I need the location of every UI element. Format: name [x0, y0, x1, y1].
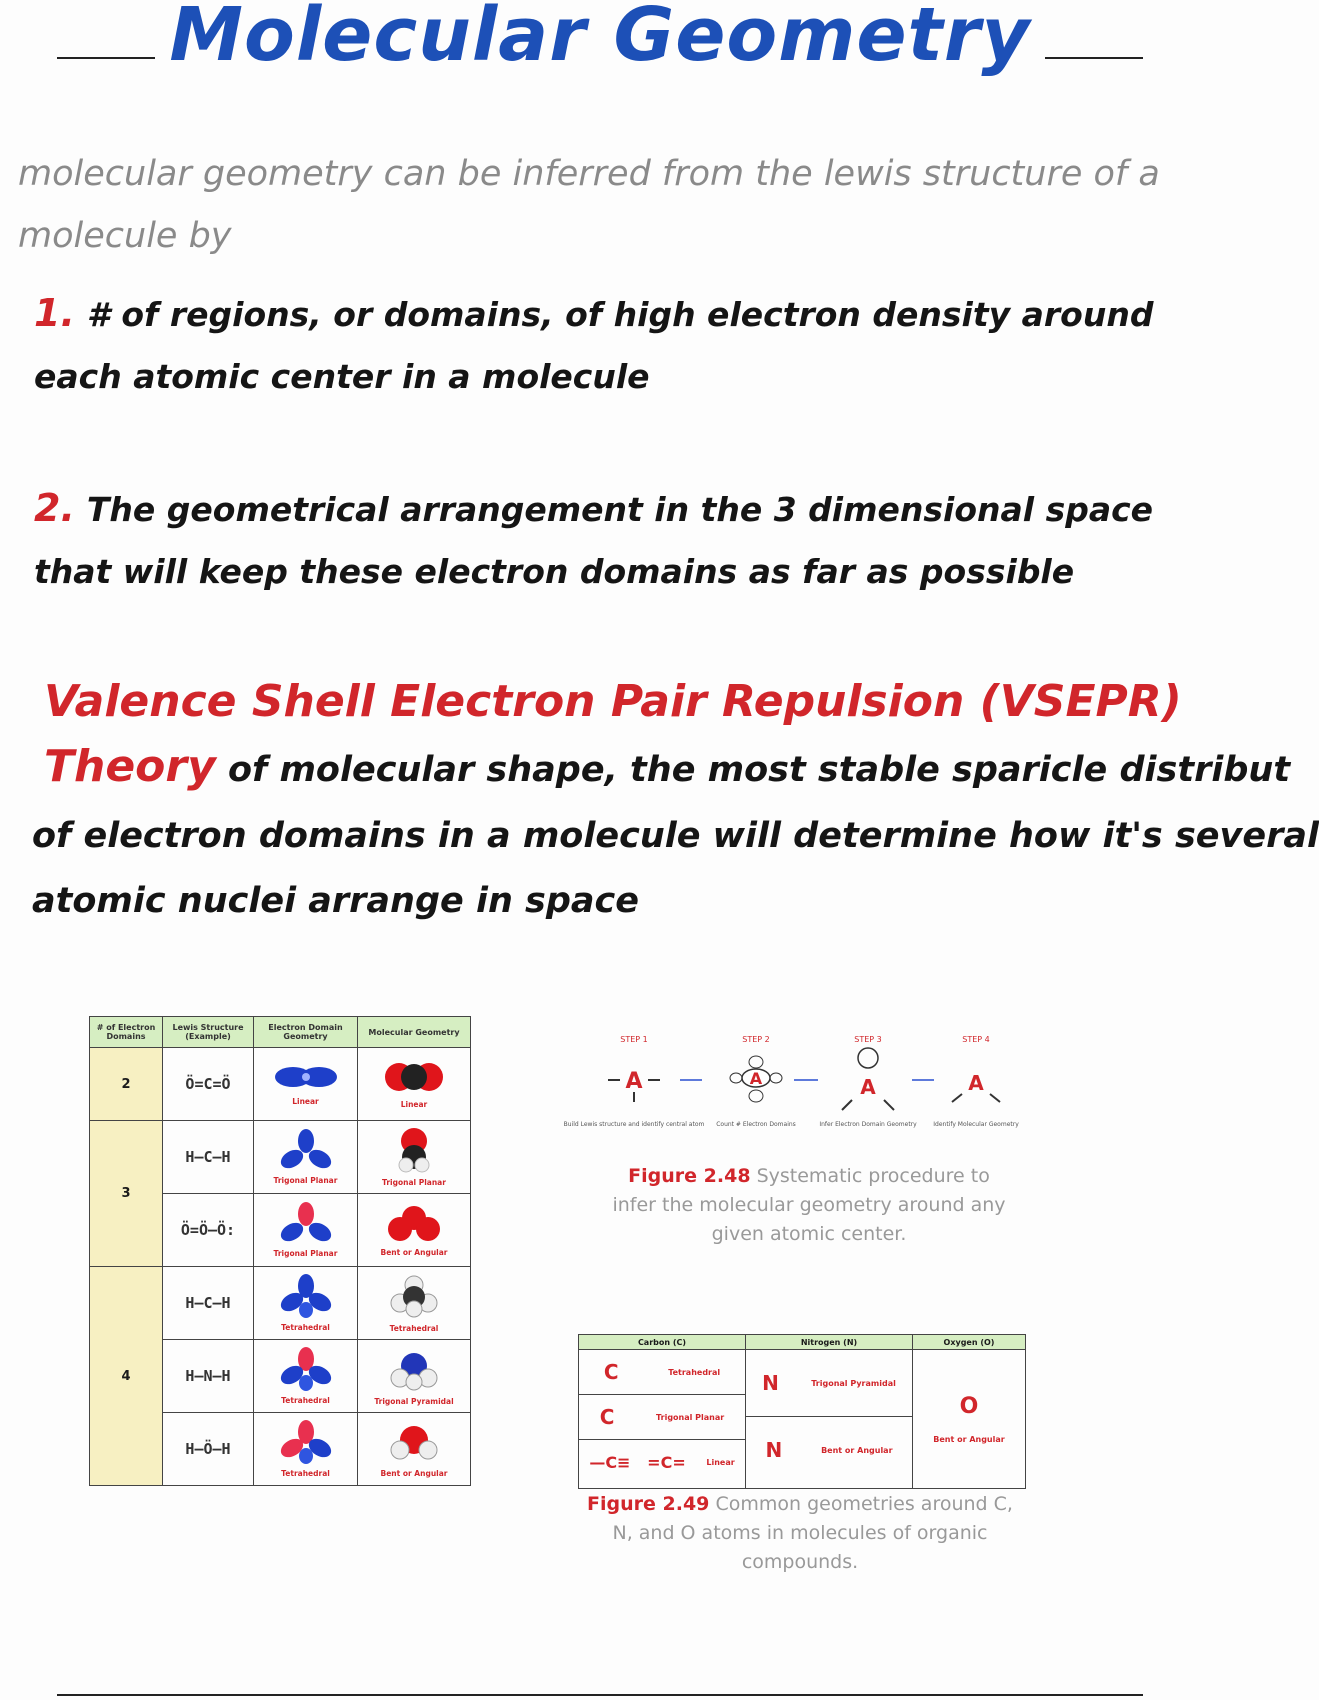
- ammonia-model-icon: [384, 1346, 444, 1392]
- figure-2-49-table: [578, 1334, 1026, 1489]
- nitrogen-symbol: N: [762, 1371, 779, 1395]
- page-title: Molecular Geometry: [0, 0, 1200, 78]
- carbon-geometry: Trigonal Planar: [656, 1412, 725, 1422]
- svg-text:A: A: [749, 1069, 763, 1088]
- domain-count: 4: [90, 1267, 163, 1486]
- point-1-number: 1.: [34, 291, 75, 335]
- carbon-row: [579, 1395, 745, 1440]
- vsepr-heading-line2: Theory: [44, 741, 216, 792]
- vsepr-line3: of electron domains in a molecule will determine how it's several: [32, 816, 1319, 856]
- step-label: STEP 4: [962, 1035, 990, 1044]
- point-2: [34, 477, 1194, 603]
- table-header: Carbon (C): [579, 1335, 746, 1350]
- figure-2-48-text: Systematic procedure to infer the molecular geometry around any given atomic center.: [612, 1165, 1006, 1245]
- svg-text:A: A: [968, 1071, 984, 1095]
- mg-label: Bent or Angular: [380, 1469, 448, 1478]
- point-1: [34, 282, 1194, 408]
- point-2-text: The geometrical arrangement in the 3 dimensional space that will keep these electron domains as far as possible: [34, 490, 1154, 591]
- step-text: Infer Electron Domain Geometry: [819, 1121, 917, 1128]
- methane-model-icon: [384, 1273, 444, 1319]
- step-label: STEP 3: [854, 1035, 882, 1044]
- edg-cell: [254, 1267, 358, 1340]
- figure-2-48-caption: [594, 1152, 1024, 1249]
- intro-text: molecular geometry can be inferred from the lewis structure of a molecule by: [18, 154, 1160, 256]
- mg-label: Linear: [400, 1100, 428, 1109]
- lewis-structure: H—N—H: [185, 1367, 231, 1385]
- edg-label: Tetrahedral: [281, 1323, 330, 1332]
- table-row: [90, 1267, 471, 1340]
- tetrahedral-two-lone-pair-orbital-icon: [276, 1420, 336, 1464]
- mg-cell: [358, 1340, 471, 1413]
- mg-label: Trigonal Planar: [382, 1178, 446, 1187]
- nitrogen-row: [746, 1417, 912, 1483]
- vsepr-line2: [44, 735, 1291, 802]
- edg-cell: [254, 1413, 358, 1486]
- domain-count: 3: [90, 1121, 163, 1267]
- co2-model-icon: [379, 1059, 449, 1095]
- edg-cell: [254, 1194, 358, 1267]
- table-header: Molecular Geometry: [358, 1017, 471, 1048]
- water-model-icon: [384, 1420, 444, 1464]
- edg-cell: [254, 1121, 358, 1194]
- vsepr-line2-text: of molecular shape, the most stable sparicle distribut: [227, 750, 1291, 790]
- lewis-structure: H—Ö—H: [185, 1440, 231, 1458]
- nitrogen-row: [746, 1350, 912, 1417]
- edg-label: Tetrahedral: [281, 1469, 330, 1478]
- domain-count: 2: [90, 1048, 163, 1121]
- trigonal-lone-pair-orbital-icon: [276, 1202, 336, 1244]
- oxygen-cell: [913, 1350, 1026, 1489]
- carbon-symbol: C: [603, 1360, 619, 1384]
- formaldehyde-model-icon: [384, 1127, 444, 1173]
- nitrogen-geometry: Trigonal Pyramidal: [811, 1378, 896, 1388]
- figure-2-49-caption: [580, 1490, 1020, 1577]
- lewis-structure: H—C—H: [185, 1294, 231, 1312]
- nitrogen-symbol: N: [765, 1438, 783, 1462]
- lewis-structure: Ö=Ö—Ö:: [180, 1221, 236, 1239]
- point-1-text: # of regions, or domains, of high electron density around each atomic center in a molecule: [34, 295, 1154, 396]
- nitrogen-geometry: Bent or Angular: [821, 1445, 893, 1455]
- step-text: Count # Electron Domains: [716, 1121, 796, 1128]
- carbon-symbol: —C≡ =C=: [589, 1452, 686, 1472]
- table-header: Lewis Structure (Example): [163, 1017, 254, 1048]
- svg-text:A: A: [860, 1075, 876, 1099]
- linear-orbital-icon: [271, 1062, 341, 1092]
- edg-label: Trigonal Planar: [273, 1249, 338, 1258]
- carbon-row: [579, 1440, 745, 1484]
- mg-cell: [358, 1121, 471, 1194]
- table-header: Oxygen (O): [913, 1335, 1026, 1350]
- bottom-rule: [57, 1694, 1143, 1696]
- oxygen-symbol: O: [959, 1394, 979, 1419]
- vsepr-line4: atomic nuclei arrange in space: [32, 881, 640, 921]
- ozone-model-icon: [384, 1203, 444, 1243]
- tetrahedral-orbital-icon: [276, 1274, 336, 1318]
- table-header: Electron Domain Geometry: [254, 1017, 358, 1048]
- point-2-number: 2.: [34, 486, 75, 530]
- vsepr-heading-line1: Valence Shell Electron Pair Repulsion (VSEPR): [44, 676, 1182, 727]
- table-row: [90, 1121, 471, 1194]
- figure-2-49-label: Figure 2.49: [587, 1493, 710, 1515]
- table-header: # of Electron Domains: [90, 1017, 163, 1048]
- carbon-cell: [579, 1350, 746, 1489]
- vsepr-heading: [44, 670, 1204, 737]
- carbon-geometry: Tetrahedral: [668, 1367, 721, 1377]
- edg-label: Linear: [292, 1097, 319, 1106]
- mg-cell: [358, 1194, 471, 1267]
- svg-text:A: A: [625, 1069, 643, 1094]
- mg-label: Trigonal Pyramidal: [374, 1397, 454, 1406]
- mg-cell: [358, 1267, 471, 1340]
- figure-2-49-text: Common geometries around C, N, and O atoms in molecules of organic compounds.: [612, 1493, 1013, 1573]
- mg-label: Tetrahedral: [389, 1324, 439, 1333]
- carbon-symbol: C: [599, 1405, 615, 1429]
- table-row: [90, 1048, 471, 1121]
- carbon-geometry: Linear: [706, 1457, 735, 1467]
- nitrogen-cell: [746, 1350, 913, 1489]
- table-header: Nitrogen (N): [746, 1335, 913, 1350]
- figure-2-48-label: Figure 2.48: [628, 1165, 751, 1187]
- vsepr-steps-diagram: [563, 1028, 1024, 1148]
- edg-cell: [254, 1340, 358, 1413]
- edg-cell: [254, 1048, 358, 1121]
- mg-cell: [358, 1413, 471, 1486]
- oxygen-geometry: Bent or Angular: [933, 1435, 1005, 1444]
- edg-label: Trigonal Planar: [273, 1176, 338, 1185]
- figure-2-48: [563, 1028, 1024, 1258]
- step-text: Build Lewis structure and identify central atom: [563, 1121, 705, 1128]
- mg-cell: [358, 1048, 471, 1121]
- step-text: Identify Molecular Geometry: [933, 1121, 1019, 1128]
- vsepr-table: [89, 1016, 471, 1486]
- edg-label: Tetrahedral: [281, 1396, 330, 1405]
- mg-label: Bent or Angular: [380, 1248, 448, 1257]
- step-label: STEP 1: [620, 1035, 648, 1044]
- lewis-structure: Ö=C=Ö: [185, 1075, 231, 1093]
- lewis-structure: H—C—H: [185, 1148, 231, 1166]
- trigonal-orbital-icon: [276, 1129, 336, 1171]
- carbon-row: [579, 1350, 745, 1395]
- step-label: STEP 2: [742, 1035, 770, 1044]
- tetrahedral-lone-pair-orbital-icon: [276, 1347, 336, 1391]
